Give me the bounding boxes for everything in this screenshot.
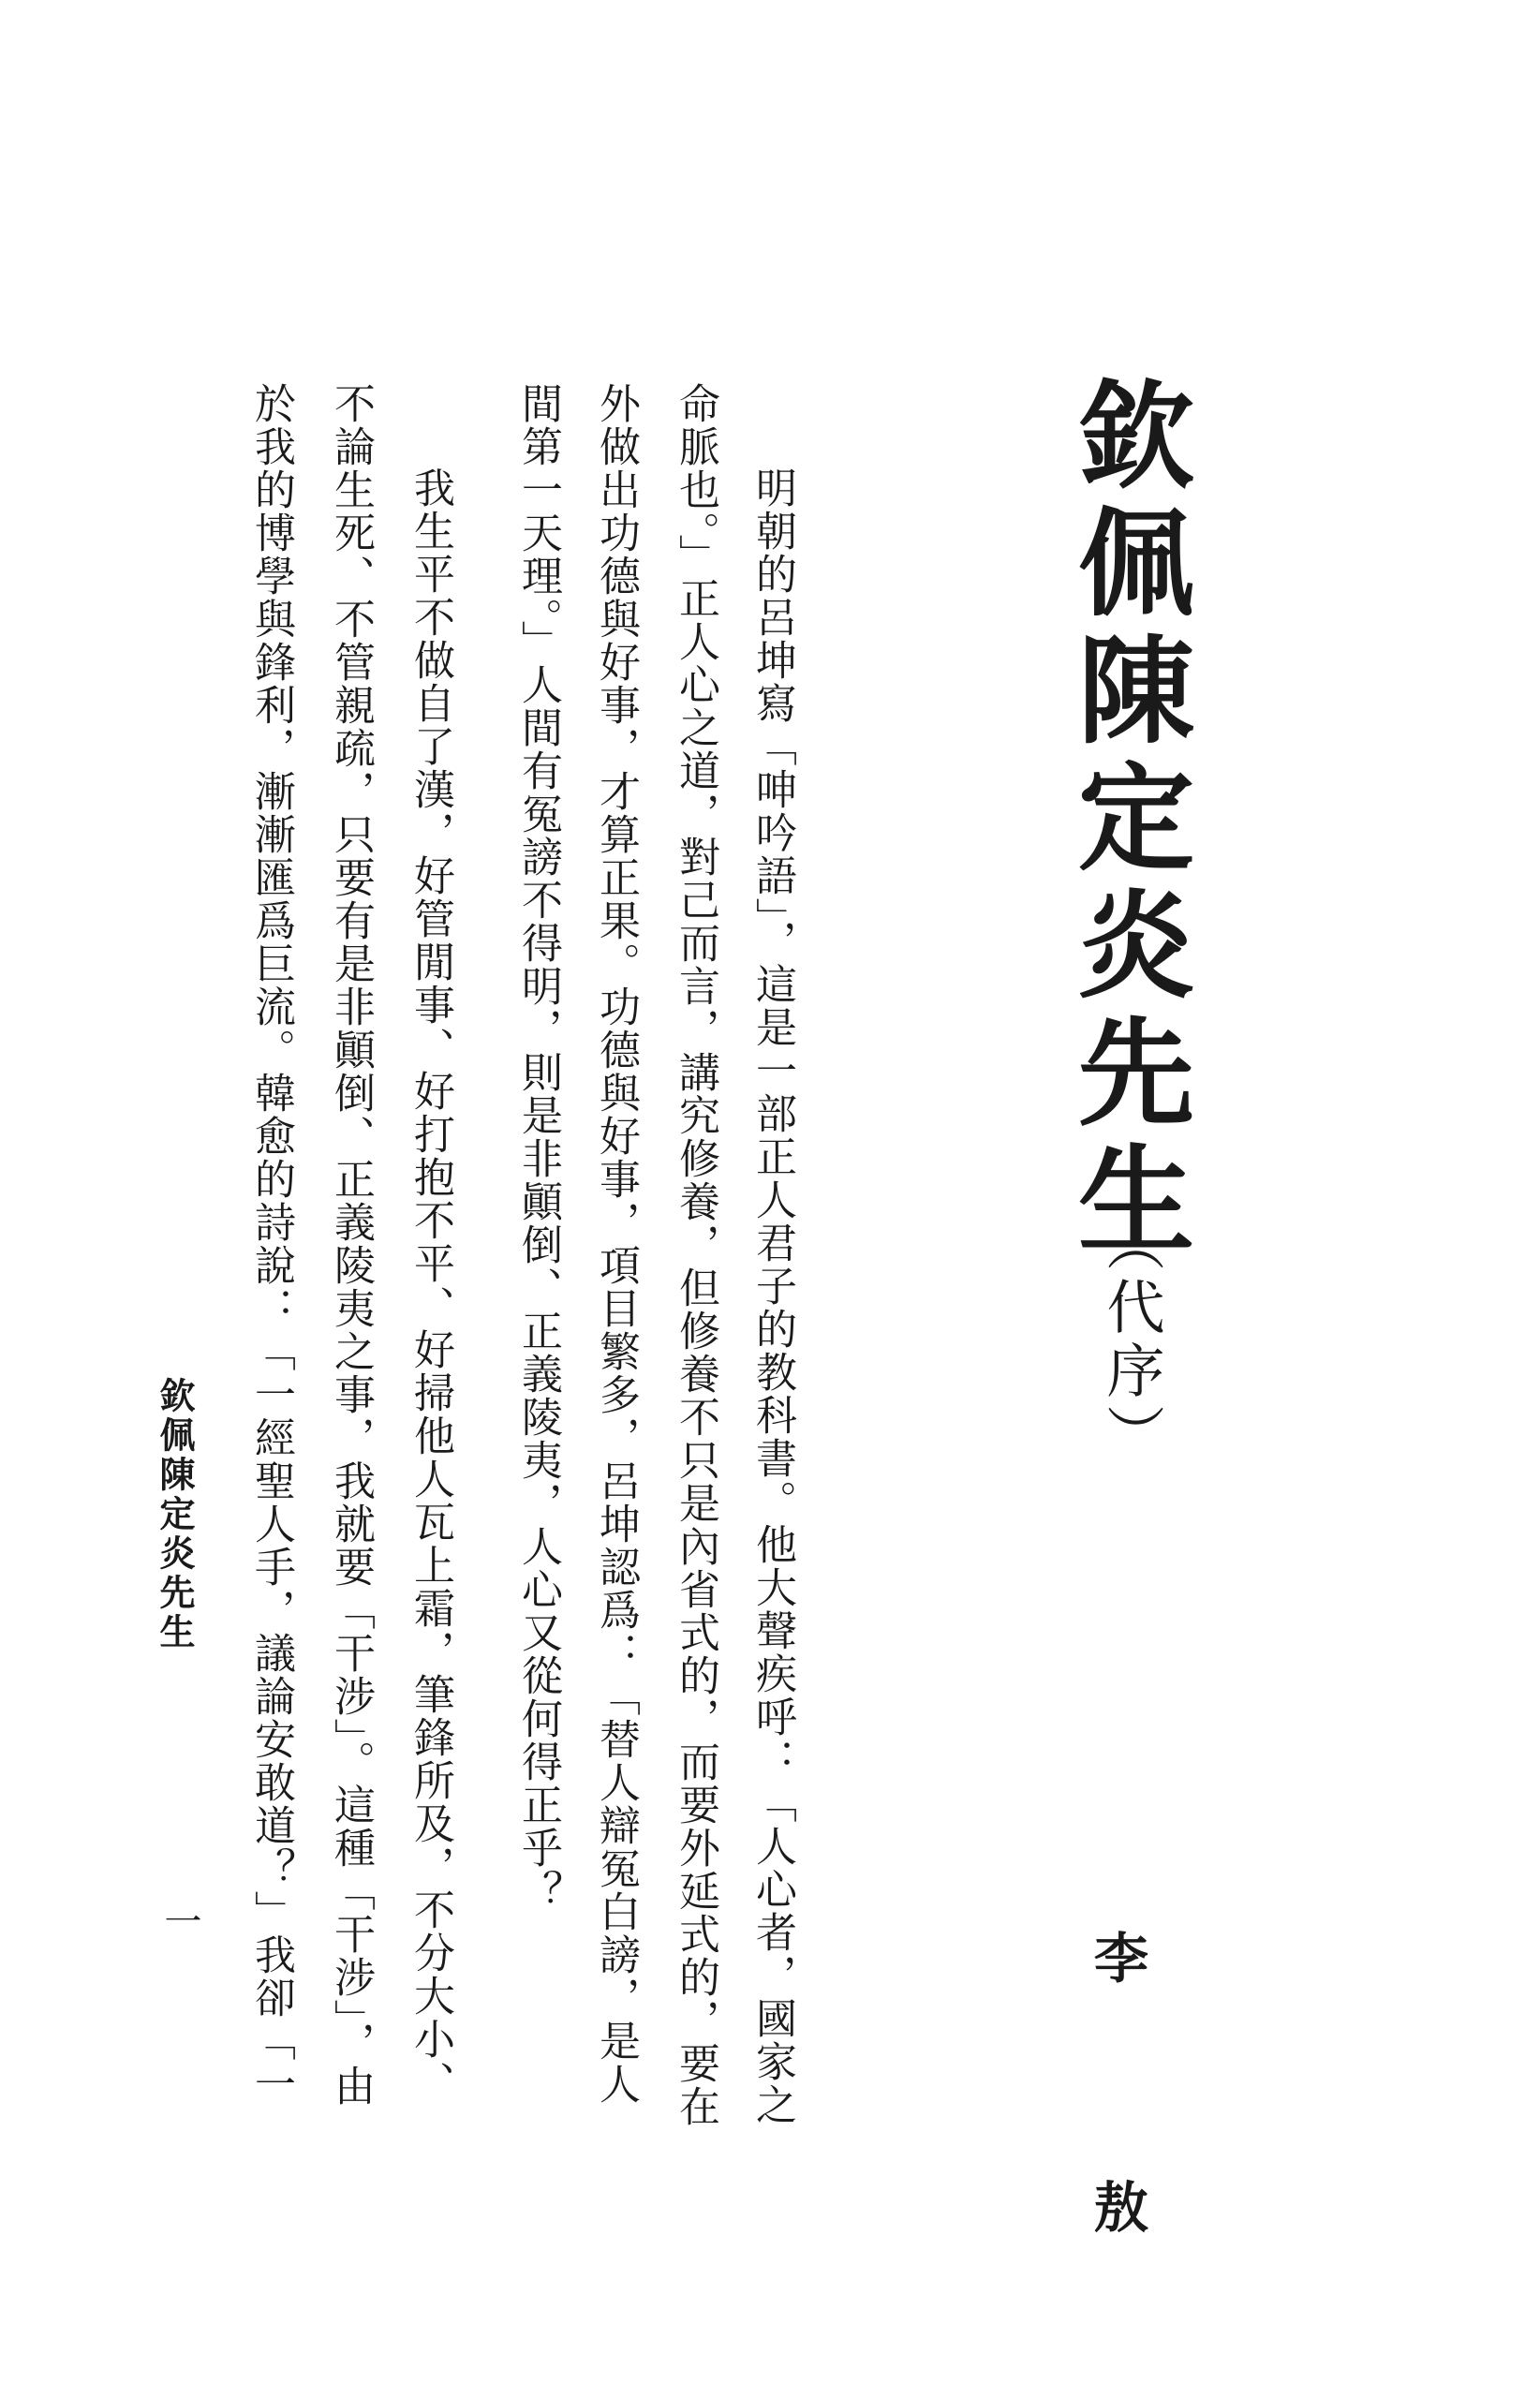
body-column-5: 我生平不做自了漢，好管閒事、好打抱不平、好掃他人瓦上霜，筆鋒所及，不分大小、 <box>407 466 454 2104</box>
body-column-1: 明朝的呂坤寫「呻吟語」，這是一部正人君子的教科書。他大聲疾呼：「人心者，國家之 <box>748 466 796 2126</box>
article-subtitle: （代序） <box>1097 1213 1165 1468</box>
body-column-7: 於我的博學與鋒利，漸漸匯爲巨流。韓愈的詩說：「一經聖人手，議論安敢道？」我卻「一 <box>247 382 295 2106</box>
running-title: 欽佩陳定炎先生 <box>154 1377 196 1652</box>
body-column-2: 命脈也。」正人心之道，對己而言，講究修養，但修養不只是內省式的，而要外延式的，要在 <box>672 382 719 2128</box>
body-column-3: 外做出功德與好事，才算正果。功德與好事，項目繁多，呂坤認爲：「替人辯冤白謗，是人 <box>592 382 640 2106</box>
page-number: 一 <box>158 1902 201 1939</box>
body-column-4: 間第一天理。」人間有冤謗不得明，則是非顚倒、正義陵夷，人心又從何得正乎？ <box>514 382 562 1913</box>
body-column-6: 不論生死、不管親疏，只要有是非顚倒、正義陵夷之事，我就要「干涉」。這種「干涉」，由 <box>327 382 375 2108</box>
article-title: 欽佩陳定炎先生 <box>1059 375 1194 1266</box>
author-name: 李 敖 <box>1085 1930 1148 2299</box>
